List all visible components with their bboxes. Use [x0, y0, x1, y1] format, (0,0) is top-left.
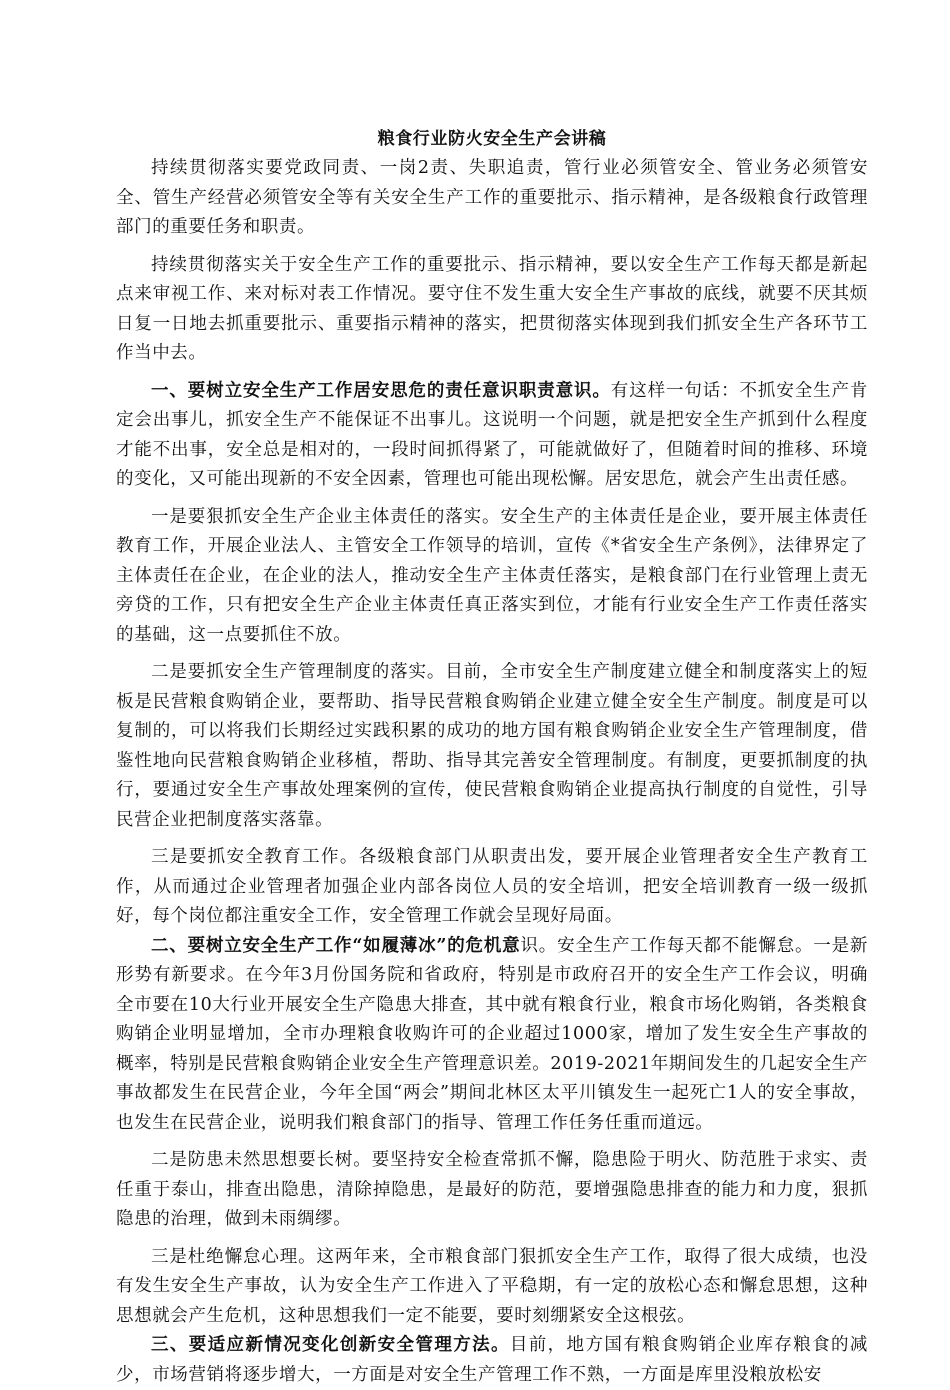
paragraph-3: [116, 377, 868, 495]
paragraph-4: [116, 503, 868, 651]
paragraph-text: 三是杜绝懈怠心理。这两年来，全市粮食部门狠抓安全生产工作，取得了很大成绩，也没有发生安全生产事故，认为安全生产工作进入了平稳期，有一定的放松心态和懈怠思想，这种思想就会产生危机，这种思想我们一定不能要，要时刻绷紧安全这根弦。: [116, 1246, 868, 1326]
paragraph-text: 有这样一句话：不抓安全生产肯定会出事儿，抓安全生产不能保证不出事儿。这说明一个问题，就是把安全生产抓到什么程度才能不出事，安全总是相对的，一段时间抓得紧了，可能就做好了，但随着时间的推移、环境的变化，又可能出现新的不安全因素，管理也可能出现松懈。居安思危，就会产生出责任感。: [116, 380, 868, 489]
paragraph-text: 二是要抓安全生产管理制度的落实。目前，全市安全生产制度建立健全和制度落实上的短板是民营粮食购销企业，要帮助、指导民营粮食购销企业建立健全安全生产制度。制度是可以复制的，可以将我们长期经过实践积累的成功的地方国有粮食购销企业安全生产管理制度，借鉴性地向民营粮食购销企业移植，帮助、指导其完善安全管理制度。有制度，更要抓制度的执行，要通过安全生产事故处理案例的宣传，使民营粮食购销企业提高执行制度的自觉性，引导民营企业把制度落实落靠。: [116, 662, 868, 830]
paragraph-text: 持续贯彻落实关于安全生产工作的重要批示、指示精神，要以安全生产工作每天都是新起点来审视工作、来对标对表工作情况。要守住不发生重大安全生产事故的底线，就要不厌其烦日复一日地去抓重要批示、重要指示精神的落实，把贯彻落实体现到我们抓安全生产各环节工作当中去。: [116, 254, 868, 363]
paragraph-8: [116, 1146, 868, 1235]
section-heading-2: 二、要树立安全生产工作“如履薄冰”的危机意: [151, 935, 521, 956]
paragraph-text: 一是要狠抓安全生产企业主体责任的落实。安全生产的主体责任是企业，要开展主体责任教育工作，开展企业法人、主管安全工作领导的培训，宣传《*省安全生产条例》，法律界定了主体责任在企业，在企业的法人，推动安全生产主体责任落实，是粮食部门在行业管理上责无旁贷的工作，只有把安全生产企业主体责任真正落实到位，才能有行业安全生产工作责任落实的基础，这一点要抓住不放。: [116, 506, 868, 645]
section-heading-3: 三、要适应新情况变化创新安全管理方法。: [151, 1335, 510, 1355]
paragraph-text: 持续贯彻落实要党政同责、一岗2责、失职追责，管行业必须管安全、管业务必须管安全、管生产经营必须管安全等有关安全生产工作的重要批示、指示精神，是各级粮食行政管理部门的重要任务和职责。: [116, 158, 868, 237]
paragraph-7: [116, 932, 868, 1139]
paragraph-text: 二是防患未然思想要长树。要坚持安全检查常抓不懈，隐患险于明火、防范胜于求实、责任重于泰山，排查出隐患，清除掉隐患，是最好的防范，要增强隐患排查的能力和力度，狠抓隐患的治理，做到未雨绸缪。: [116, 1150, 868, 1229]
paragraph-text: 三是要抓安全教育工作。各级粮食部门从职责出发，要开展企业管理者安全生产教育工作，从而通过企业管理者加强企业内部各岗位人员的安全培训，把安全培训教育一级一级抓好，每个岗位都注重安全工作，安全管理工作就会呈现好局面。: [116, 847, 868, 926]
paragraph-6: [116, 843, 868, 932]
paragraph-text: 目前，地方国有粮食购销企业库存粮食的减少，市场营销将逐步增大，一方面是对安全生产管理工作不熟，一方面是库里没粮放松安: [116, 1335, 868, 1385]
document-title: 粮食行业防火安全生产会讲稿: [377, 129, 607, 149]
paragraph-1: [116, 154, 868, 243]
document-page: [116, 124, 868, 1390]
paragraph-10: [116, 1331, 868, 1390]
paragraph-5: [116, 658, 868, 835]
paragraph-2: [116, 251, 868, 369]
paragraph-text: 识。安全生产工作每天都不能懈怠。一是新形势有新要求。在今年3月份国务院和省政府，特别是市政府召开的安全生产工作会议，明确全市要在10大行业开展安全生产隐患大排查，其中就有粮食行业，粮食市场化购销，各类粮食购销企业明显增加，全市办理粮食收购许可的企业超过1000家，增加了发生安全生产事故的概率，特别是民营粮食购销企业安全生产管理意识差。2019-2021年期间发生的几起安全生产事故都发生在民营企业，今年全国“两会”期间北林区太平川镇发生一起死亡1人的安全事故，也发生在民营企业，说明我们粮食部门的指导、管理工作任务任重而道远。: [116, 935, 868, 1133]
paragraph-9: [116, 1243, 868, 1332]
section-heading-1: 一、要树立安全生产工作居安思危的责任意识职责意识。: [151, 380, 611, 401]
